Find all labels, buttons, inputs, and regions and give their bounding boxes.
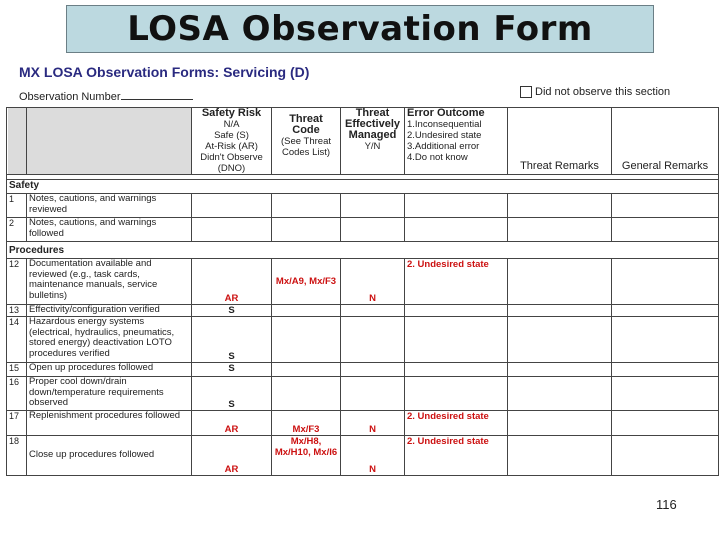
item-description: Documentation available and reviewed (e.g., task cards, maintenance manuals, service bulletins) [27, 259, 192, 305]
header-threat-managed: Threat Effectively Managed Y/N [341, 108, 405, 175]
threat-managed-value[interactable]: N [341, 259, 405, 305]
safety-risk-value[interactable]: S [192, 317, 272, 363]
header-threat-code: Threat Code (See Threat Codes List) [272, 108, 341, 175]
slide-title-box [66, 5, 654, 53]
threat-managed-value[interactable] [341, 363, 405, 377]
error-outcome-value[interactable]: 2. Undesired state [405, 259, 508, 305]
form-title: MX LOSA Observation Forms: Servicing (D) [19, 64, 310, 80]
threat-managed-value[interactable] [341, 194, 405, 218]
safety-risk-value[interactable]: AR [192, 259, 272, 305]
threat-managed-value[interactable] [341, 377, 405, 411]
error-outcome-value[interactable] [405, 305, 508, 317]
item-description: Notes, cautions, and warnings reviewed [27, 194, 192, 218]
threat-code-value[interactable]: Mx/A9, Mx/F3 [272, 259, 341, 305]
general-remarks-cell[interactable] [612, 377, 719, 411]
item-number: 2 [7, 218, 27, 242]
threat-remarks-cell[interactable] [508, 305, 612, 317]
item-number: 15 [7, 363, 27, 377]
threat-remarks-cell[interactable] [508, 317, 612, 363]
section-header-procedures [7, 242, 719, 259]
header-general-remarks: General Remarks [612, 108, 719, 175]
section-label: Safety [7, 180, 719, 194]
threat-code-value[interactable] [272, 194, 341, 218]
threat-code-value[interactable]: Mx/H8, Mx/H10, Mx/I6 [272, 436, 341, 476]
threat-managed-value[interactable]: N [341, 411, 405, 436]
error-outcome-value[interactable]: 2. Undesired state [405, 436, 508, 476]
item-number: 1 [7, 194, 27, 218]
table-row [7, 305, 719, 317]
table-header-row [7, 108, 719, 175]
item-description: Effectivity/configuration verified [27, 305, 192, 317]
error-outcome-value[interactable] [405, 194, 508, 218]
item-number: 12 [7, 259, 27, 305]
general-remarks-cell[interactable] [612, 259, 719, 305]
safety-risk-value[interactable]: AR [192, 436, 272, 476]
threat-code-value[interactable] [272, 305, 341, 317]
safety-risk-value[interactable]: AR [192, 411, 272, 436]
item-description: Close up procedures followed [27, 436, 192, 476]
threat-code-value[interactable]: Mx/F3 [272, 411, 341, 436]
safety-risk-value[interactable] [192, 218, 272, 242]
threat-code-value[interactable] [272, 317, 341, 363]
table-row [7, 317, 719, 363]
threat-managed-value[interactable] [341, 305, 405, 317]
general-remarks-cell[interactable] [612, 305, 719, 317]
table-row [7, 411, 719, 436]
table-row [7, 194, 719, 218]
losa-observation-table [6, 107, 719, 476]
threat-code-value[interactable] [272, 363, 341, 377]
item-description: Proper cool down/drain down/temperature requirements observed [27, 377, 192, 411]
threat-remarks-cell[interactable] [508, 411, 612, 436]
threat-managed-value[interactable]: N [341, 436, 405, 476]
table-row [7, 363, 719, 377]
did-not-observe-option [520, 86, 670, 98]
section-header-safety [7, 180, 719, 194]
safety-risk-value[interactable]: S [192, 363, 272, 377]
threat-code-value[interactable] [272, 218, 341, 242]
error-outcome-value[interactable]: 2. Undesired state [405, 411, 508, 436]
header-num-blank [7, 108, 27, 175]
threat-remarks-cell[interactable] [508, 194, 612, 218]
item-description: Hazardous energy systems (electrical, hydraulics, pneumatics, stored energy) deactivation LOTO procedures verified [27, 317, 192, 363]
header-error-outcome: Error Outcome 1.Inconsequential 2.Undesired state 3.Additional error 4.Do not know [405, 108, 508, 175]
item-description: Replenishment procedures followed [27, 411, 192, 436]
general-remarks-cell[interactable] [612, 436, 719, 476]
item-number: 18 [7, 436, 27, 476]
threat-remarks-cell[interactable] [508, 436, 612, 476]
item-number: 17 [7, 411, 27, 436]
threat-managed-value[interactable] [341, 218, 405, 242]
slide-title: LOSA Observation Form [127, 9, 593, 49]
section-label: Procedures [7, 242, 719, 259]
safety-risk-value[interactable]: S [192, 377, 272, 411]
general-remarks-cell[interactable] [612, 363, 719, 377]
threat-remarks-cell[interactable] [508, 259, 612, 305]
item-description: Open up procedures followed [27, 363, 192, 377]
error-outcome-value[interactable] [405, 218, 508, 242]
general-remarks-cell[interactable] [612, 218, 719, 242]
observation-number-field [19, 89, 193, 103]
threat-remarks-cell[interactable] [508, 363, 612, 377]
did-not-observe-label: Did not observe this section [535, 86, 671, 98]
did-not-observe-checkbox [520, 86, 532, 98]
table-row [7, 218, 719, 242]
page-number: 116 [656, 497, 677, 512]
error-outcome-value[interactable] [405, 317, 508, 363]
table-row [7, 259, 719, 305]
general-remarks-cell[interactable] [612, 194, 719, 218]
error-outcome-value[interactable] [405, 363, 508, 377]
table-row [7, 377, 719, 411]
header-threat-remarks: Threat Remarks [508, 108, 612, 175]
safety-risk-value[interactable] [192, 194, 272, 218]
item-number: 13 [7, 305, 27, 317]
header-safety-risk: Safety Risk N/A Safe (S) At-Risk (AR) Didn't Observe (DNO) [192, 108, 272, 175]
error-outcome-value[interactable] [405, 377, 508, 411]
header-item-blank [27, 108, 192, 175]
threat-managed-value[interactable] [341, 317, 405, 363]
observation-number-label: Observation Number [19, 91, 121, 103]
threat-remarks-cell[interactable] [508, 218, 612, 242]
threat-code-value[interactable] [272, 377, 341, 411]
general-remarks-cell[interactable] [612, 317, 719, 363]
item-number: 16 [7, 377, 27, 411]
item-number: 14 [7, 317, 27, 363]
table-row [7, 436, 719, 476]
general-remarks-cell[interactable] [612, 411, 719, 436]
item-description: Notes, cautions, and warnings followed [27, 218, 192, 242]
observation-number-blank [121, 89, 193, 100]
safety-risk-value[interactable]: S [192, 305, 272, 317]
threat-remarks-cell[interactable] [508, 377, 612, 411]
